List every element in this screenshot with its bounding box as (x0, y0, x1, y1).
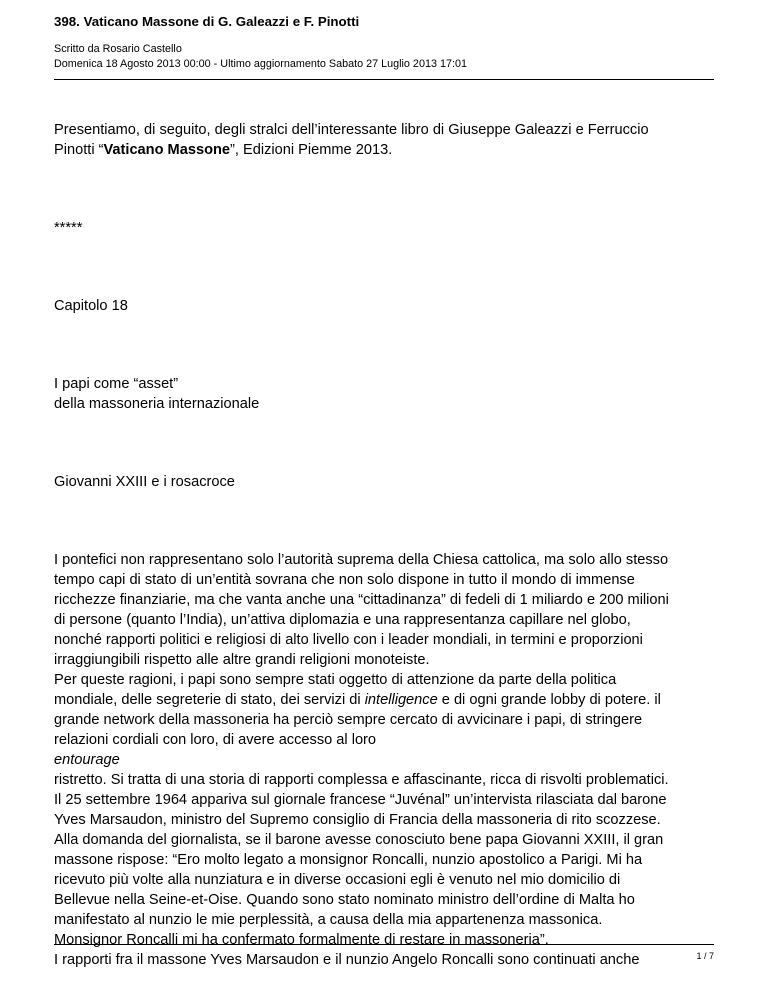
body-line: di persone (quanto l’India), un’attiva diplomazia e una rappresentanza capillare nel globo, (54, 612, 631, 628)
section-title: Giovanni XXIII e i rosacroce (54, 474, 235, 490)
intro-text-2: Pinotti “ (54, 142, 104, 158)
book-title: Vaticano Massone (103, 142, 231, 158)
body-line: I pontefici non rappresentano solo l’autorità suprema della Chiesa cattolica, ma solo allo stesso (54, 552, 669, 568)
body-line: Alla domanda del giornalista, se il barone avesse conosciuto bene papa Giovanni XXIII, il gran (54, 832, 664, 848)
page-number: 1 / 7 (696, 951, 714, 961)
body-line: Il 25 settembre 1964 appariva sul giornale francese “Juvénal” un’intervista rilasciata dal barone (54, 792, 667, 808)
body-line: massone rispose: “Ero molto legato a monsignor Roncalli, nunzio apostolico a Parigi. Mi ha (54, 852, 643, 868)
body-line: ricchezze finanziarie, ma che vanta anche una “cittadinanza” di fedeli di 1 miliardo e 200 milioni (54, 592, 669, 608)
body-line: irraggiungibili rispetto alle altre grandi religioni monoteiste. (54, 652, 430, 668)
article-author: Scritto da Rosario Castello (54, 43, 182, 55)
body-text-segment: e di ogni grande lobby di potere. il (437, 692, 661, 708)
body-line: grande network della massoneria ha perciò sempre cercato di avvicinare i papi, di stringere (54, 712, 643, 728)
body-text-segment: mondiale, delle segreterie di stato, dei servizi di (54, 692, 365, 708)
body-line: Per queste ragioni, i papi sono sempre stati oggetto di attenzione da parte della politica (54, 672, 617, 688)
intro-text-1: Presentiamo, di seguito, degli stralci dell’interessante libro di Giuseppe Galeazzi e Ferruccio (54, 122, 649, 138)
page-header (54, 13, 714, 72)
italic-term-entourage: entourage (54, 752, 120, 768)
body-line (54, 690, 719, 710)
body-line: ricevuto più volte alla nunziatura e in diverse occasioni egli è venuto nel mio domicilio di (54, 872, 621, 888)
body-line: I rapporti fra il massone Yves Marsaudon e il nunzio Angelo Roncalli sono continuati anche (54, 952, 640, 968)
intro-text-3: ”, Edizioni Piemme 2013. (230, 142, 393, 158)
body-line: Yves Marsaudon, ministro del Supremo consiglio di Francia della massoneria di rito scozzese. (54, 812, 661, 828)
italic-term-intelligence: intelligence (364, 692, 438, 708)
body-line: tempo capi di stato di un’entità sovrana che non solo dispone in tutto il mondo di immense (54, 572, 635, 588)
section-separator: ***** (54, 220, 83, 236)
body-line: Bellevue nella Seine-et-Oise. Quando sono stato nominato ministro dell’ordine di Malta ho (54, 892, 635, 908)
body-line: relazioni cordiali con loro, di avere accesso al loro (54, 732, 377, 748)
body-line: manifestato al nunzio le mie perplessità, a causa della mia appartenenza massonica. (54, 912, 603, 928)
article-content (54, 120, 719, 970)
chapter-heading (54, 374, 719, 414)
body-line: ristretto. Si tratta di una storia di rapporti complessa e affascinante, ricca di risvolti problematici. (54, 772, 669, 788)
body-line (54, 750, 719, 770)
chapter-label: Capitolo 18 (54, 298, 128, 314)
intro-paragraph (54, 120, 719, 160)
article-title: 398. Vaticano Massone di G. Galeazzi e F. Pinotti (54, 14, 360, 29)
chapter-heading-line-1: I papi come “asset” (54, 376, 179, 392)
body-line: Monsignor Roncalli mi ha confermato formalmente di restare in massoneria”. (54, 932, 549, 948)
header-divider (54, 79, 714, 80)
body-line: nonché rapporti politici e religiosi di alto livello con i leader mondiali, in termini e proporzioni (54, 632, 643, 648)
article-dates: Domenica 18 Agosto 2013 00:00 - Ultimo aggiornamento Sabato 27 Luglio 2013 17:01 (54, 58, 467, 70)
chapter-heading-line-2: della massoneria internazionale (54, 396, 260, 412)
body-paragraph (54, 550, 719, 970)
footer-divider (54, 944, 714, 945)
